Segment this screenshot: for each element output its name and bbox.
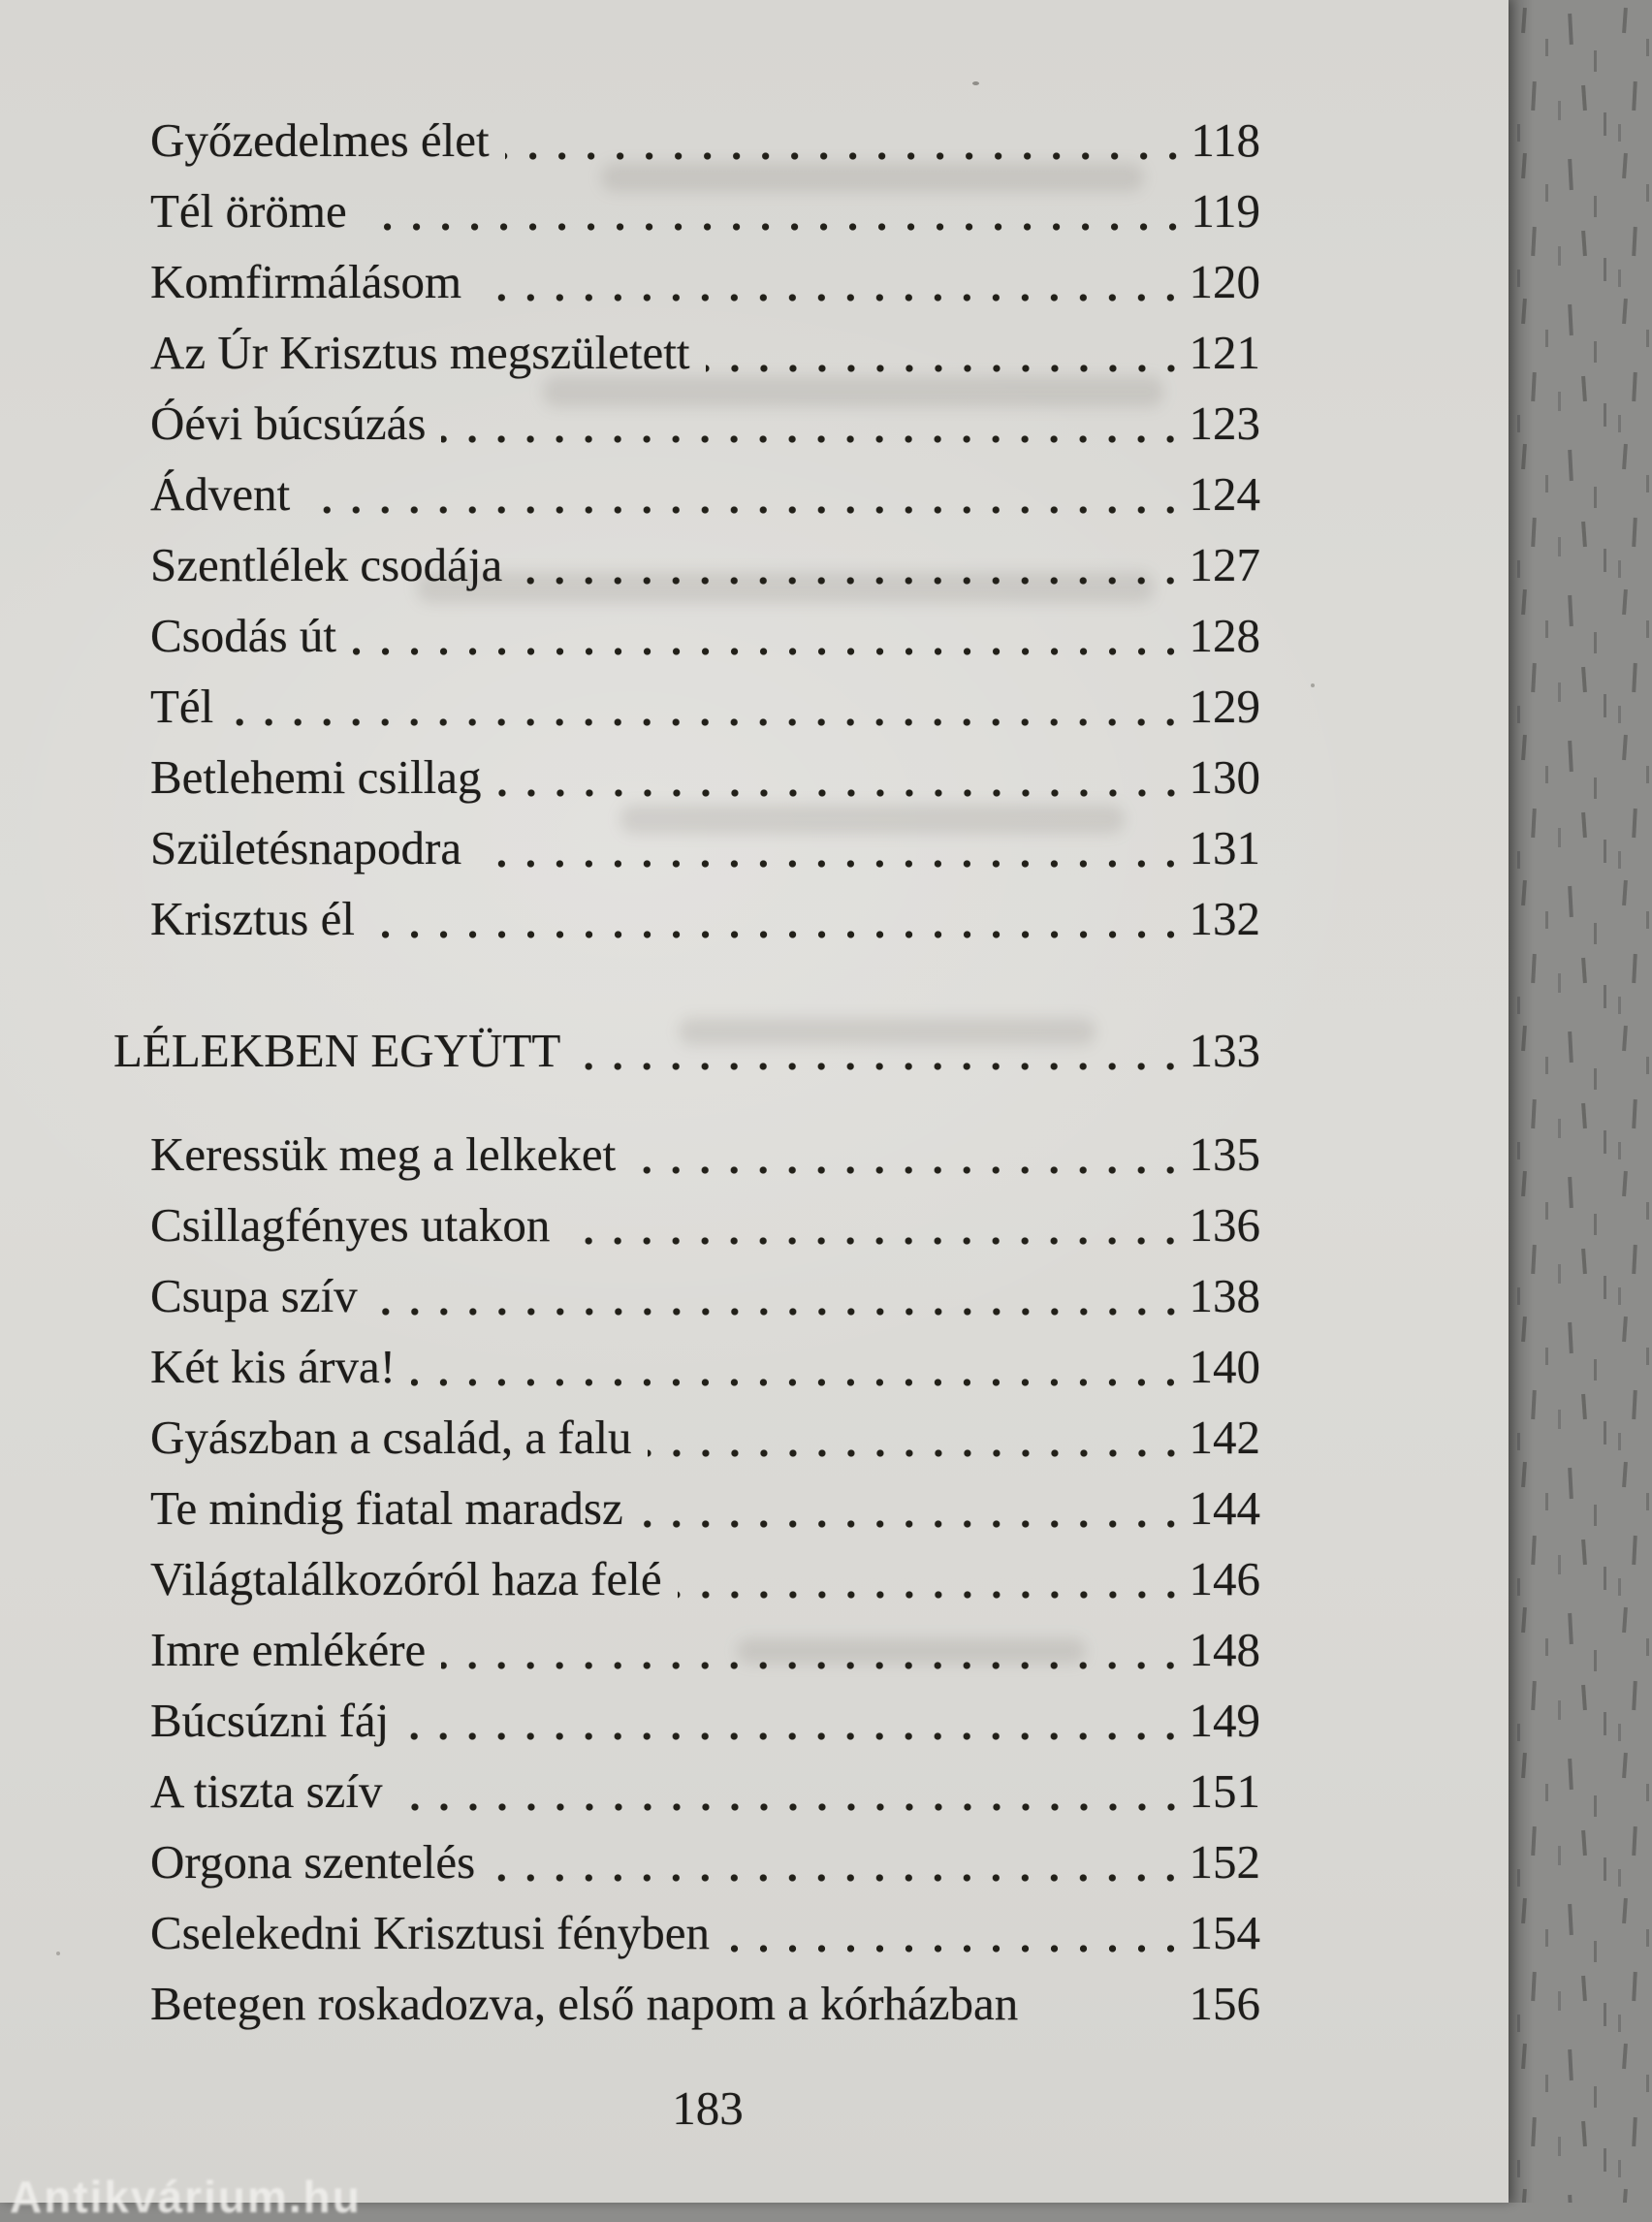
toc-row xyxy=(150,1402,1260,1473)
toc-entry-page: 128 xyxy=(1189,609,1260,662)
dot-leader xyxy=(373,1307,1186,1317)
toc-entry-page: 129 xyxy=(1189,680,1260,733)
dot-leader xyxy=(518,576,1185,586)
toc-entry-title: Születésnapodra xyxy=(150,821,462,874)
toc-entry-title: Tél öröme xyxy=(150,184,347,238)
dot-leader xyxy=(1033,2015,1185,2024)
toc-row xyxy=(150,175,1260,246)
toc-entry-title: Imre emlékére xyxy=(150,1623,427,1676)
toc-entry-title: Te mindig fiatal maradsz xyxy=(150,1481,623,1535)
toc-row xyxy=(150,600,1260,671)
toc-entry-page: 138 xyxy=(1189,1269,1260,1322)
toc-entry-title: Győzedelmes élet xyxy=(150,113,490,167)
toc-entry-page: 132 xyxy=(1189,892,1260,945)
dot-leader xyxy=(725,1944,1186,1953)
toc-row xyxy=(150,317,1260,388)
toc-entry-title: Keressük meg a lelkeket xyxy=(150,1127,617,1181)
toc-entry-title: Csupa szív xyxy=(150,1269,358,1322)
dot-leader xyxy=(648,1448,1186,1458)
toc-entry-page: 124 xyxy=(1189,467,1260,521)
toc-entry-title: Csillagfényes utakon xyxy=(150,1198,551,1252)
section-gap xyxy=(150,954,1260,1015)
paper-speck xyxy=(1311,683,1315,687)
toc-row xyxy=(150,1473,1260,1543)
toc-section-2 xyxy=(150,1119,1260,2039)
toc-entry-page: 144 xyxy=(1189,1481,1260,1535)
toc-entry-title: Az Úr Krisztus megszületett xyxy=(150,326,690,379)
toc-entry-page: 146 xyxy=(1189,1552,1260,1605)
toc-row xyxy=(150,246,1260,317)
toc-entry-title: Gyászban a család, a falu xyxy=(150,1411,632,1464)
watermark: Antikvárium.hu xyxy=(10,2172,362,2222)
paper-speck xyxy=(972,81,979,85)
toc-row xyxy=(150,742,1260,812)
toc-entry-title: Csodás út xyxy=(150,609,336,662)
toc-row xyxy=(150,1614,1260,1685)
toc-entry-page: 119 xyxy=(1191,184,1260,238)
toc-row xyxy=(150,388,1260,459)
toc-entry-title: Krisztus él xyxy=(150,892,355,945)
dot-leader xyxy=(441,1661,1185,1670)
toc-row xyxy=(150,1756,1260,1826)
section-gap xyxy=(150,1086,1260,1119)
dot-leader xyxy=(678,1590,1186,1600)
toc-entry-page: 127 xyxy=(1189,538,1260,591)
toc-section-header-page: 133 xyxy=(1189,1024,1260,1077)
toc-entry-page: 136 xyxy=(1189,1198,1260,1252)
toc-entry-title: Cselekedni Krisztusi fényben xyxy=(150,1906,710,1959)
table-of-contents xyxy=(113,105,1260,2039)
toc-row xyxy=(150,1331,1260,1402)
toc-entry-page: 148 xyxy=(1189,1623,1260,1676)
toc-entry-page: 152 xyxy=(1189,1835,1260,1889)
toc-entry-title: Szentlélek csodája xyxy=(150,538,503,591)
toc-entry-page: 121 xyxy=(1189,326,1260,379)
toc-row xyxy=(150,1968,1260,2039)
toc-entry-title: Világtalálkozóról haza felé xyxy=(150,1552,662,1605)
toc-entry-title: A tiszta szív xyxy=(150,1764,383,1818)
page-number: 183 xyxy=(672,2081,744,2135)
toc-entry-page: 130 xyxy=(1189,750,1260,804)
toc-row xyxy=(150,459,1260,529)
toc-section-1 xyxy=(150,105,1260,954)
toc-row xyxy=(150,529,1260,600)
toc-row xyxy=(150,1119,1260,1190)
toc-row xyxy=(150,671,1260,742)
dot-leader xyxy=(565,1236,1185,1246)
dot-leader xyxy=(631,1165,1185,1175)
toc-entry-title: Óévi búcsúzás xyxy=(150,397,427,450)
toc-entry-title: Komfirmálásom xyxy=(150,255,462,308)
toc-entry-page: 156 xyxy=(1189,1977,1260,2030)
dot-leader xyxy=(352,647,1186,656)
toc-entry-title: Betlehemi csillag xyxy=(150,750,482,804)
dot-leader xyxy=(404,1731,1185,1741)
toc-row xyxy=(150,1260,1260,1331)
toc-row xyxy=(150,1543,1260,1614)
toc-entry-title: Tél xyxy=(150,680,214,733)
toc-entry-title: Betegen roskadozva, első napom a kórházban xyxy=(150,1977,1019,2030)
toc-entry-page: 131 xyxy=(1189,821,1260,874)
dot-leader xyxy=(639,1519,1186,1529)
toc-entry-page: 149 xyxy=(1189,1694,1260,1747)
toc-entry-page: 140 xyxy=(1189,1340,1260,1393)
dot-leader xyxy=(477,859,1185,869)
toc-row xyxy=(150,1826,1260,1897)
dot-leader xyxy=(305,505,1185,515)
toc-section-header xyxy=(113,1015,1260,1086)
dot-leader xyxy=(491,1873,1185,1883)
dot-leader xyxy=(370,930,1186,939)
toc-entry-title: Ádvent xyxy=(150,467,291,521)
toc-row xyxy=(150,812,1260,883)
toc-entry-page: 142 xyxy=(1189,1411,1260,1464)
toc-entry-page: 123 xyxy=(1189,397,1260,450)
dot-leader xyxy=(411,1378,1185,1387)
toc-entry-page: 118 xyxy=(1191,113,1260,167)
dot-leader xyxy=(398,1802,1186,1812)
toc-entry-title: Orgona szentelés xyxy=(150,1835,476,1889)
toc-entry-page: 135 xyxy=(1189,1127,1260,1181)
toc-row xyxy=(150,883,1260,954)
toc-row xyxy=(150,105,1260,175)
toc-row xyxy=(150,1190,1260,1260)
paper-speck xyxy=(56,1952,60,1955)
toc-row xyxy=(150,1897,1260,1968)
toc-entry-page: 151 xyxy=(1189,1764,1260,1818)
toc-entry-page: 154 xyxy=(1189,1906,1260,1959)
dot-leader xyxy=(505,151,1188,161)
dot-leader xyxy=(576,1062,1185,1071)
dot-leader xyxy=(477,293,1185,302)
dot-leader xyxy=(706,364,1186,373)
toc-entry-page: 120 xyxy=(1189,255,1260,308)
toc-entry-title: Búcsúzni fáj xyxy=(150,1694,390,1747)
dot-leader xyxy=(497,788,1186,798)
dot-leader xyxy=(229,717,1185,727)
toc-entry-title: Két kis árva! xyxy=(150,1340,397,1393)
dot-leader xyxy=(441,434,1185,444)
toc-section-header-title: LÉLEKBEN EGYÜTT xyxy=(113,1024,561,1077)
dot-leader xyxy=(363,222,1188,232)
toc-row xyxy=(150,1685,1260,1756)
